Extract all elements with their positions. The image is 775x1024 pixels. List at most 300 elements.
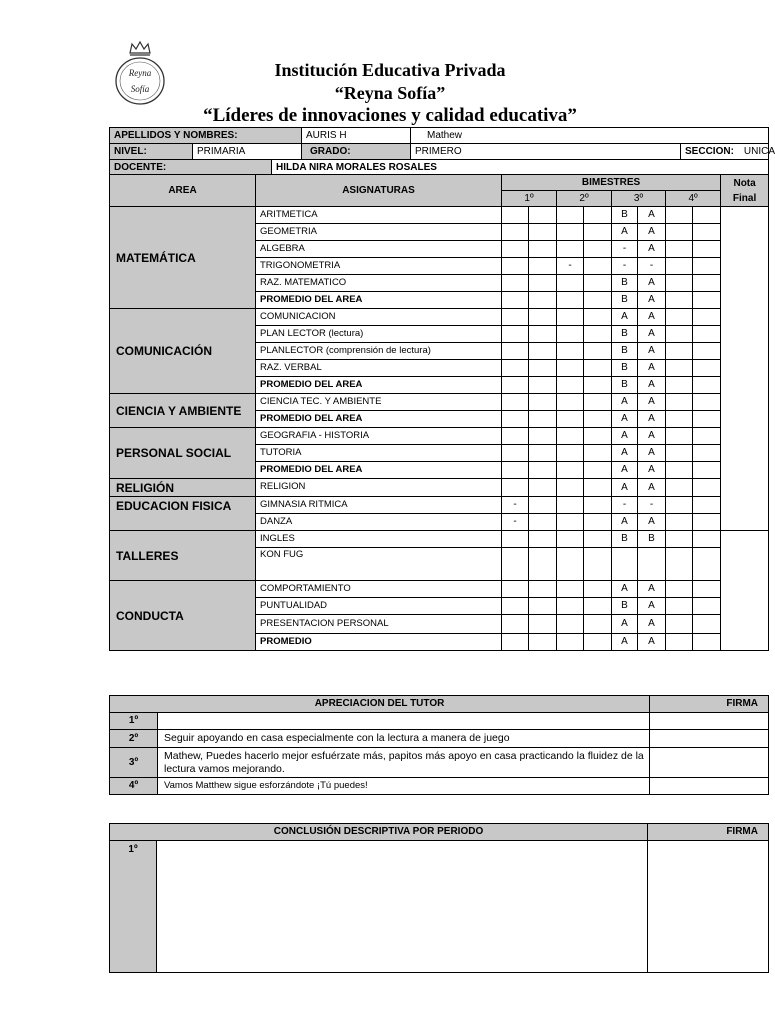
- conclusion-sign-label: FIRMA: [648, 824, 769, 841]
- grade-cell: [693, 326, 721, 343]
- grade-cell: [557, 241, 584, 258]
- grade-cell: [529, 377, 557, 394]
- logo-text-2: Sofía: [130, 84, 150, 94]
- grade-cell: [529, 411, 557, 428]
- grade-cell: [502, 292, 529, 309]
- grade-row: [110, 428, 769, 445]
- grade-cell: [584, 462, 612, 479]
- grade-cell: [557, 531, 584, 548]
- conclusion-body: [110, 841, 769, 973]
- area-name: MATEMÁTICA: [110, 207, 256, 309]
- institution-title: Institución Educativa Privada: [274, 60, 506, 80]
- area-name: COMUNICACIÓN: [110, 309, 256, 394]
- grade-row: [110, 479, 769, 497]
- grade-cell: [529, 207, 557, 224]
- grade-cell: [502, 326, 529, 343]
- tutor-title: APRECIACION DEL TUTOR: [110, 696, 650, 713]
- grade-cell: A: [638, 343, 666, 360]
- grade-cell: [557, 207, 584, 224]
- grade-row: [110, 531, 769, 548]
- teacher-value: HILDA NIRA MORALES ROSALES: [272, 160, 769, 176]
- grade-cell: [584, 309, 612, 326]
- grade-cell: [557, 514, 584, 531]
- tutor-row: [110, 778, 769, 795]
- grade-label: GRADO:: [302, 144, 411, 160]
- subject-name: PROMEDIO DEL AREA: [256, 377, 502, 394]
- grade-cell: [584, 514, 612, 531]
- grade-cell: [693, 292, 721, 309]
- bimester-3: 3º: [612, 191, 666, 207]
- grade-row: [110, 394, 769, 411]
- grade-cell: A: [638, 241, 666, 258]
- grade-cell: [529, 394, 557, 411]
- grade-cell: A: [612, 309, 638, 326]
- grade-cell: [502, 615, 529, 634]
- grade-cell: [584, 531, 612, 548]
- grade-cell: [666, 360, 693, 377]
- subject-name: DANZA: [256, 514, 502, 531]
- grade-cell: [693, 497, 721, 514]
- grade-cell: [584, 479, 612, 497]
- subject-name: PROMEDIO DEL AREA: [256, 292, 502, 309]
- grade-cell: [557, 411, 584, 428]
- grade-cell: [529, 615, 557, 634]
- area-header: AREA: [110, 175, 256, 207]
- grade-cell: [502, 479, 529, 497]
- grade-cell: [529, 581, 557, 598]
- grade-cell: [693, 241, 721, 258]
- tutor-comment: Mathew, Puedes hacerlo mejor esfuérzate más, papitos más apoyo en casa practicando la fluidez de la lectura vamos mejorando.: [158, 748, 650, 778]
- grade-cell: [557, 326, 584, 343]
- grade-cell: [693, 548, 721, 581]
- grade-cell: [584, 360, 612, 377]
- grade-cell: [529, 514, 557, 531]
- area-name: PERSONAL SOCIAL: [110, 428, 256, 479]
- grade-cell: [693, 531, 721, 548]
- grade-cell: [666, 377, 693, 394]
- grade-cell: [557, 224, 584, 241]
- conclusion-period: 1º: [110, 841, 157, 973]
- tutor-period: 2º: [110, 730, 158, 748]
- grade-cell: [666, 292, 693, 309]
- subject-name: COMUNICACION: [256, 309, 502, 326]
- grade-cell: A: [638, 326, 666, 343]
- grade-cell: [502, 207, 529, 224]
- grade-cell: [693, 514, 721, 531]
- grade-cell: A: [638, 275, 666, 292]
- grade-cell: [502, 377, 529, 394]
- grade-cell: A: [638, 207, 666, 224]
- name-label: APELLIDOS Y NOMBRES:: [110, 128, 302, 144]
- grade-cell: [502, 598, 529, 615]
- grade-cell: A: [612, 514, 638, 531]
- final-grade-label-1: Nota: [733, 177, 756, 189]
- area-name: EDUCACION FISICA: [110, 497, 256, 531]
- grade-cell: [666, 411, 693, 428]
- final-grade-header: [721, 175, 769, 207]
- grade-cell: [693, 275, 721, 292]
- grade-cell: [502, 360, 529, 377]
- grade-cell: [502, 548, 529, 581]
- subject-name: COMPORTAMIENTO: [256, 581, 502, 598]
- grade-cell: [666, 634, 693, 651]
- grade-cell: [502, 445, 529, 462]
- subject-name: PLAN LECTOR (lectura): [256, 326, 502, 343]
- grade-cell: [666, 309, 693, 326]
- grade-cell: A: [638, 514, 666, 531]
- grade-cell: [529, 326, 557, 343]
- grade-cell: [557, 581, 584, 598]
- level-label: NIVEL:: [110, 144, 193, 160]
- grade-cell: [502, 241, 529, 258]
- school-name: “Reyna Sofía”: [334, 83, 446, 103]
- tutor-comment: Seguir apoyando en casa especialmente con la lectura a manera de juego: [158, 730, 650, 748]
- grade-cell: -: [557, 258, 584, 275]
- subject-name: PROMEDIO DEL AREA: [256, 411, 502, 428]
- subject-name: PROMEDIO: [256, 634, 502, 651]
- bimesters-header: BIMESTRES: [502, 175, 721, 191]
- grade-cell: [666, 224, 693, 241]
- grade-cell: [666, 241, 693, 258]
- grade-cell: [693, 634, 721, 651]
- subject-name: RELIGION: [256, 479, 502, 497]
- tutor-comment: [158, 713, 650, 730]
- grade-cell: [666, 531, 693, 548]
- final-grade-label-2: Final: [732, 192, 757, 204]
- grade-cell: [693, 343, 721, 360]
- grade-cell: [529, 445, 557, 462]
- grade-cell: [666, 343, 693, 360]
- grade-cell: B: [612, 275, 638, 292]
- bimester-2: 2º: [557, 191, 612, 207]
- subject-name: TUTORIA: [256, 445, 502, 462]
- grade-cell: [557, 428, 584, 445]
- grade-cell: [584, 343, 612, 360]
- grade-row: [110, 309, 769, 326]
- conclusion-text: [157, 841, 648, 973]
- subject-name: ALGEBRA: [256, 241, 502, 258]
- grade-cell: [557, 598, 584, 615]
- grade-cell: [693, 360, 721, 377]
- tutor-appreciation-table: [109, 695, 769, 795]
- grade-cell: [584, 615, 612, 634]
- grade-cell: [584, 326, 612, 343]
- grade-cell: B: [612, 326, 638, 343]
- grade-cell: B: [612, 531, 638, 548]
- grade-cell: [502, 224, 529, 241]
- bimester-4: 4º: [666, 191, 721, 207]
- subject-name: RAZ. MATEMATICO: [256, 275, 502, 292]
- grade-cell: B: [612, 598, 638, 615]
- grade-cell: [557, 445, 584, 462]
- grade-cell: [584, 377, 612, 394]
- grade-cell: [693, 598, 721, 615]
- tutor-signature: [650, 730, 769, 748]
- subject-name: ARITMETICA: [256, 207, 502, 224]
- grade-cell: [502, 531, 529, 548]
- grade-cell: A: [612, 428, 638, 445]
- grade-cell: [529, 275, 557, 292]
- subject-name: KON FUG: [256, 548, 502, 581]
- grade-cell: A: [638, 394, 666, 411]
- grade-cell: [666, 445, 693, 462]
- teacher-label: DOCENTE:: [110, 160, 272, 176]
- tutor-signature: [650, 748, 769, 778]
- subject-name: RAZ. VERBAL: [256, 360, 502, 377]
- grade-cell: [666, 275, 693, 292]
- conclusion-signature: [648, 841, 769, 973]
- grade-cell: -: [502, 497, 529, 514]
- grade-cell: A: [638, 360, 666, 377]
- grade-cell: A: [612, 462, 638, 479]
- grade-cell: A: [638, 581, 666, 598]
- grade-cell: A: [612, 445, 638, 462]
- grade-cell: [502, 428, 529, 445]
- grade-cell: [502, 581, 529, 598]
- grade-cell: [666, 258, 693, 275]
- first-name-value: Mathew: [411, 128, 769, 144]
- grade-value: PRIMERO: [411, 144, 681, 160]
- grades-table: [109, 174, 769, 651]
- grade-cell: A: [638, 428, 666, 445]
- subject-name: PUNTUALIDAD: [256, 598, 502, 615]
- grade-cell: [666, 326, 693, 343]
- tutor-period: 4º: [110, 778, 158, 795]
- section-cell: [681, 144, 775, 160]
- grade-cell: [584, 445, 612, 462]
- tutor-signature: [650, 713, 769, 730]
- grade-cell: [529, 360, 557, 377]
- grade-cell: A: [612, 394, 638, 411]
- subject-name: CIENCIA TEC. Y AMBIENTE: [256, 394, 502, 411]
- grade-cell: [666, 497, 693, 514]
- student-info-table: [109, 127, 775, 176]
- grade-cell: B: [612, 292, 638, 309]
- grade-cell: [557, 462, 584, 479]
- grade-cell: [529, 634, 557, 651]
- grade-cell: A: [638, 462, 666, 479]
- grade-cell: [529, 531, 557, 548]
- grade-cell: [584, 224, 612, 241]
- tutor-row: [110, 748, 769, 778]
- grade-cell: A: [612, 224, 638, 241]
- grade-cell: A: [638, 598, 666, 615]
- grade-cell: [584, 634, 612, 651]
- grade-cell: A: [612, 615, 638, 634]
- level-value: PRIMARIA: [193, 144, 302, 160]
- subject-name: INGLES: [256, 531, 502, 548]
- tutor-period: 3º: [110, 748, 158, 778]
- grade-cell: [529, 462, 557, 479]
- grade-cell: [666, 479, 693, 497]
- grade-cell: [584, 598, 612, 615]
- tutor-comment: Vamos Matthew sigue esforzándote ¡Tú puedes!: [158, 778, 650, 795]
- grade-cell: [557, 634, 584, 651]
- grade-cell: [584, 428, 612, 445]
- grade-cell: A: [638, 292, 666, 309]
- grade-cell: [693, 309, 721, 326]
- grade-cell: -: [638, 258, 666, 275]
- grade-cell: [529, 497, 557, 514]
- grade-cell: [693, 394, 721, 411]
- grade-cell: [666, 581, 693, 598]
- grade-cell: [502, 343, 529, 360]
- last-name-value: AURIS H: [302, 128, 411, 144]
- grade-row: [110, 207, 769, 224]
- grade-cell: [693, 224, 721, 241]
- subject-name: PROMEDIO DEL AREA: [256, 462, 502, 479]
- subjects-header: ASIGNATURAS: [256, 175, 502, 207]
- grade-cell: [557, 479, 584, 497]
- grade-cell: [693, 615, 721, 634]
- grade-cell: [557, 615, 584, 634]
- grade-cell: [529, 428, 557, 445]
- grade-cell: [502, 411, 529, 428]
- grade-cell: [529, 598, 557, 615]
- grade-cell: -: [502, 514, 529, 531]
- tutor-sign-label: FIRMA: [650, 696, 769, 713]
- subject-name: TRIGONOMETRIA: [256, 258, 502, 275]
- grade-cell: -: [638, 497, 666, 514]
- section-value: UNICA: [743, 145, 775, 157]
- grade-cell: [557, 275, 584, 292]
- grade-cell: [666, 598, 693, 615]
- grade-cell: A: [638, 411, 666, 428]
- grade-cell: [584, 497, 612, 514]
- grade-cell: A: [612, 581, 638, 598]
- grade-cell: [584, 207, 612, 224]
- conclusion-row: [110, 841, 769, 973]
- grade-cell: [693, 411, 721, 428]
- area-name: CONDUCTA: [110, 581, 256, 651]
- grade-cell: [529, 258, 557, 275]
- grade-cell: A: [638, 224, 666, 241]
- grade-cell: A: [638, 634, 666, 651]
- grade-cell: [584, 581, 612, 598]
- bimester-1: 1º: [502, 191, 557, 207]
- grade-cell: [638, 548, 666, 581]
- grade-cell: A: [638, 615, 666, 634]
- grade-cell: [666, 394, 693, 411]
- grade-cell: [529, 343, 557, 360]
- tutor-row: [110, 713, 769, 730]
- area-name: CIENCIA Y AMBIENTE: [110, 394, 256, 428]
- grade-cell: [584, 275, 612, 292]
- tutor-period: 1º: [110, 713, 158, 730]
- grade-cell: -: [612, 241, 638, 258]
- area-name: TALLERES: [110, 531, 256, 581]
- grade-cell: B: [612, 207, 638, 224]
- subject-name: GEOGRAFIA - HISTORIA: [256, 428, 502, 445]
- grade-cell: [693, 258, 721, 275]
- final-grade-cell: [721, 207, 769, 531]
- grade-cell: [529, 548, 557, 581]
- grade-cell: [529, 224, 557, 241]
- grade-cell: [502, 258, 529, 275]
- subject-name: PRESENTACION PERSONAL: [256, 615, 502, 634]
- grade-cell: [584, 548, 612, 581]
- grade-cell: [529, 292, 557, 309]
- conclusion-title: CONCLUSIÓN DESCRIPTIVA POR PERIODO: [110, 824, 648, 841]
- grade-cell: [693, 207, 721, 224]
- section-label: SECCION:: [685, 145, 734, 157]
- grade-cell: [557, 377, 584, 394]
- grade-cell: [666, 207, 693, 224]
- grade-cell: [666, 548, 693, 581]
- area-name: RELIGIÓN: [110, 479, 256, 497]
- grade-cell: [693, 581, 721, 598]
- grade-cell: B: [612, 377, 638, 394]
- grade-cell: A: [612, 411, 638, 428]
- grade-cell: [666, 514, 693, 531]
- grade-cell: [693, 377, 721, 394]
- grade-row: [110, 497, 769, 514]
- grade-cell: [666, 428, 693, 445]
- grade-cell: [502, 634, 529, 651]
- tutor-row: [110, 730, 769, 748]
- logo-text-1: Reyna: [128, 68, 152, 78]
- grade-cell: [693, 445, 721, 462]
- grade-cell: [557, 548, 584, 581]
- tutor-signature: [650, 778, 769, 795]
- grade-cell: A: [638, 377, 666, 394]
- grades-body: [110, 207, 769, 651]
- grade-cell: -: [612, 497, 638, 514]
- grade-cell: [693, 462, 721, 479]
- grade-cell: [693, 479, 721, 497]
- grade-cell: [502, 394, 529, 411]
- grade-cell: [557, 497, 584, 514]
- subject-name: GEOMETRIA: [256, 224, 502, 241]
- grade-cell: A: [638, 445, 666, 462]
- tutor-body: [110, 713, 769, 795]
- grade-cell: B: [612, 343, 638, 360]
- conclusion-table: [109, 823, 769, 973]
- grade-cell: -: [612, 258, 638, 275]
- subject-name: GIMNASIA RITMICA: [256, 497, 502, 514]
- grade-cell: [584, 292, 612, 309]
- grade-cell: [557, 343, 584, 360]
- grade-cell: [693, 428, 721, 445]
- grade-cell: B: [612, 360, 638, 377]
- grade-cell: [584, 394, 612, 411]
- grade-cell: [529, 241, 557, 258]
- school-motto: “Líderes de innovaciones y calidad educativa”: [203, 105, 577, 126]
- grade-cell: A: [638, 479, 666, 497]
- grade-cell: [557, 360, 584, 377]
- grade-cell: [502, 275, 529, 292]
- grade-row: [110, 581, 769, 598]
- grade-cell: [502, 309, 529, 326]
- grade-cell: [666, 615, 693, 634]
- grade-cell: [584, 411, 612, 428]
- grade-cell: A: [612, 479, 638, 497]
- final-grade-cell: [721, 531, 769, 651]
- grade-cell: A: [612, 634, 638, 651]
- grade-cell: A: [638, 309, 666, 326]
- grade-cell: [557, 309, 584, 326]
- grade-cell: [529, 309, 557, 326]
- grade-cell: [529, 479, 557, 497]
- grade-cell: B: [638, 531, 666, 548]
- grade-cell: [584, 258, 612, 275]
- grade-cell: [557, 394, 584, 411]
- grade-cell: [557, 292, 584, 309]
- subject-name: PLANLECTOR (comprensión de lectura): [256, 343, 502, 360]
- grade-cell: [584, 241, 612, 258]
- grade-cell: [612, 548, 638, 581]
- grade-cell: [666, 462, 693, 479]
